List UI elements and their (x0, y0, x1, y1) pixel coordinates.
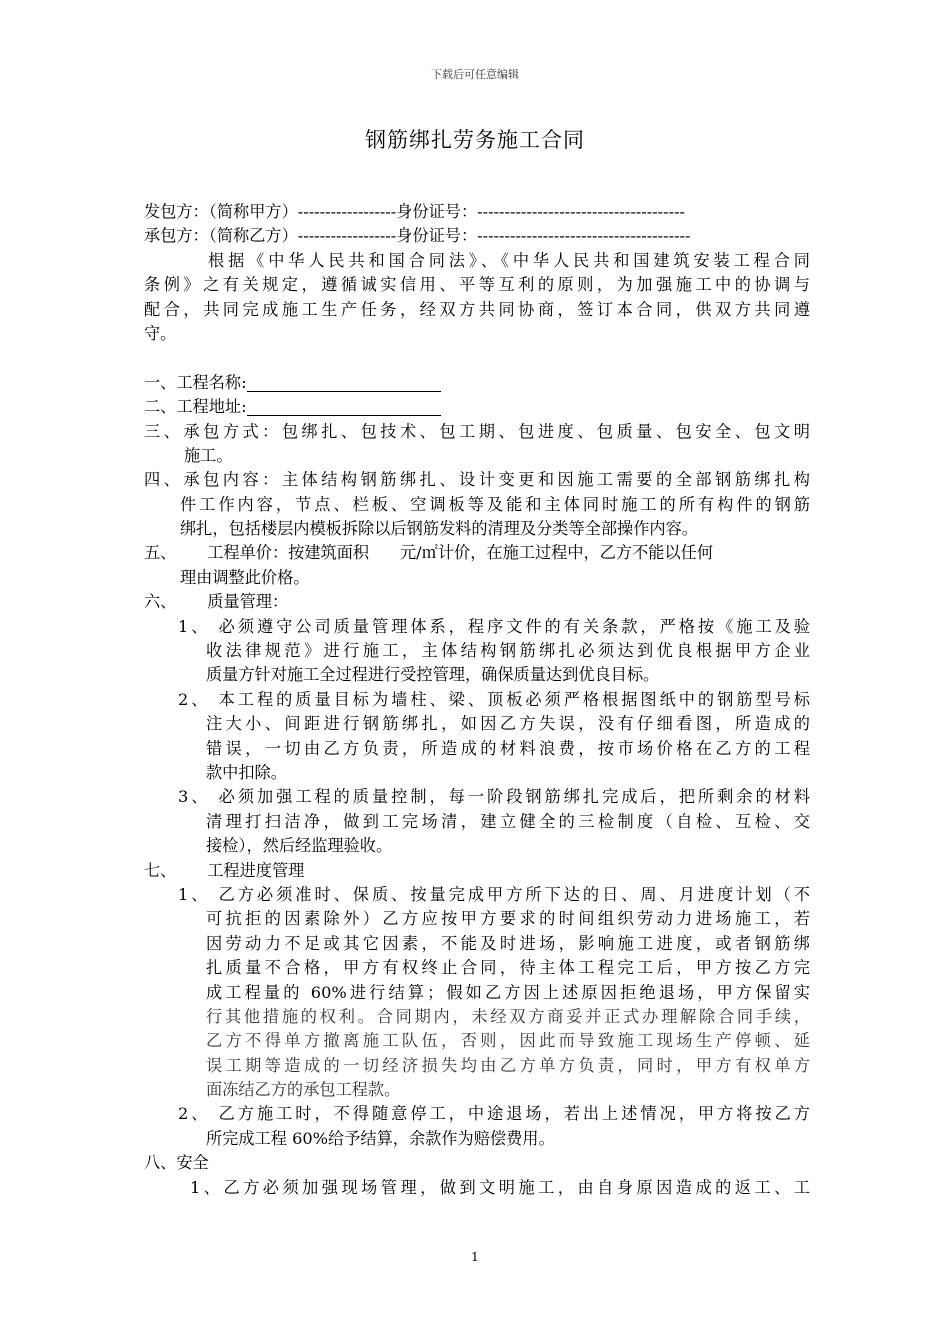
section-7-items (144, 883, 810, 1151)
section-1-project-name (144, 371, 810, 395)
section-2-project-address (144, 395, 810, 419)
document-body (144, 200, 810, 1200)
section-8-heading: 八、安全 (144, 1153, 209, 1173)
s7-item-1-line: 可抗拒的因素除外）乙方应按甲方要求的时间组织劳动力进场施工，若 (206, 909, 810, 929)
s7-item-1-line: 成工程量的 60%进行结算；假如乙方因上述原因拒绝退场，甲方保留实 (206, 982, 810, 1002)
s6-item-1-line: 1、 必须遵守公司质量管理体系，程序文件的有关条款，严格按《施工及验 (178, 616, 810, 636)
section-3-line: 三、承包方式：包绑扎、包技术、包工期、包进度、包质量、包安全、包文明 (144, 421, 810, 441)
section-5-line: 五、 工程单价：按建筑面积 元/㎡计价，在施工过程中，乙方不能以任何 (144, 543, 714, 563)
intro-line: 守。 (144, 323, 177, 343)
s6-item-1-line: 质量方针对施工全过程进行受控管理，确保质量达到优良目标。 (206, 665, 660, 685)
section-4-line: 绑扎，包括楼层内模板拆除以后钢筋发料的清理及分类等全部操作内容。 (180, 519, 698, 539)
section-7-heading: 七、 工程进度管理 (144, 860, 305, 880)
project-name-label: 一、工程名称: (144, 372, 247, 392)
s7-item-2-line: 2、 乙方施工时，不得随意停工，中途退场，若出上述情况，甲方将按乙方 (178, 1104, 810, 1124)
s7-item-1-line: 乙方不得单方撤离施工队伍，否则，因此而导致施工现场生产停顿、延 (206, 1031, 810, 1051)
s7-item-2-line: 所完成工程 60%给予结算，余款作为赔偿费用。 (206, 1128, 555, 1148)
s8-item-1-line: 1、乙方必须加强现场管理，做到文明施工，由自身原因造成的返工、工 (190, 1177, 810, 1197)
project-name-blank (247, 373, 441, 392)
s6-item-3-line: 接检），然后经监理验收。 (206, 836, 393, 856)
s7-item-1-line: 1、 乙方必须准时、保质、按量完成甲方所下达的日、周、月进度计划（不 (178, 884, 810, 904)
section-6-heading: 六、 质量管理： (144, 592, 289, 612)
document-title: 钢筋绑扎劳务施工合同 (365, 128, 585, 152)
s6-item-2-line: 款中扣除。 (206, 762, 287, 782)
s6-item-2-line: 2、 本工程的质量目标为墙柱、梁、顶板必须严格根据图纸中的钢筋型号标 (178, 689, 810, 709)
s6-item-2-line: 注大小、间距进行钢筋绑扎，如因乙方失误，没有仔细看图，所造成的 (206, 714, 810, 734)
s6-item-2-line: 错误，一切由乙方负责，所造成的材料浪费，按市场价格在乙方的工程 (206, 738, 810, 758)
section-5-line: 理由调整此价格。 (180, 567, 310, 587)
page-number: 1 (471, 1250, 479, 1264)
s7-item-1-line: 扎质量不合格，甲方有权终止合同，待主体工程完工后，甲方按乙方完 (206, 958, 810, 978)
intro-line: 配合，共同完成施工生产任务，经双方共同协商，签订本合同，供双方共同遵 (144, 299, 810, 319)
s6-item-3-line: 清理打扫洁净，做到工完场清，建立健全的三检制度（自检、互检、交 (206, 811, 810, 831)
section-6-items (144, 615, 810, 859)
project-address-blank (247, 397, 441, 416)
s7-item-1-line: 因劳动力不足或其它因素，不能及时进场，影响施工进度，或者钢筋绑 (206, 933, 810, 953)
party-a-line: 发包方：（简称甲方）------------------身份证号：-------------------------------------- (144, 202, 686, 221)
intro-line: 条例》之有关规定，遵循诚实信用、平等互利的原则，为加强施工中的协调与 (144, 275, 810, 295)
s6-item-1-line: 收法律规范》进行施工，主体结构钢筋绑扎必须达到优良根据甲方企业 (206, 641, 810, 661)
s6-item-3-line: 3、 必须加强工程的质量控制，每一阶段钢筋绑扎完成后，把所剩余的材料 (178, 787, 810, 807)
section-3-line: 施工。 (184, 445, 233, 465)
s7-item-1-line: 误工期等造成的一切经济损失均由乙方单方负责，同时，甲方有权单方 (206, 1055, 810, 1075)
section-4-line: 件工作内容，节点、栏板、空调板等及能和主体同时施工的所有构件的钢筋 (180, 494, 810, 514)
s7-item-1-line: 行其他措施的权利。合同期内，未经双方商妥并正式办理解除合同手续， (206, 1006, 810, 1026)
intro-line: 根据《中华人民共和国合同法》、《中华人民共和国建筑安装工程合同 (208, 250, 810, 270)
section-4-line: 四、承包内容：主体结构钢筋绑扎、设计变更和因施工需要的全部钢筋绑扎构 (144, 470, 810, 490)
project-address-label: 二、工程地址: (144, 397, 247, 417)
page-header: 下载后可任意编辑 (431, 68, 519, 81)
s7-item-1-line: 面冻结乙方的承包工程款。 (206, 1080, 401, 1100)
party-b-line: 承包方：（简称乙方）------------------身份证号：--------------------------------------- (144, 226, 691, 246)
